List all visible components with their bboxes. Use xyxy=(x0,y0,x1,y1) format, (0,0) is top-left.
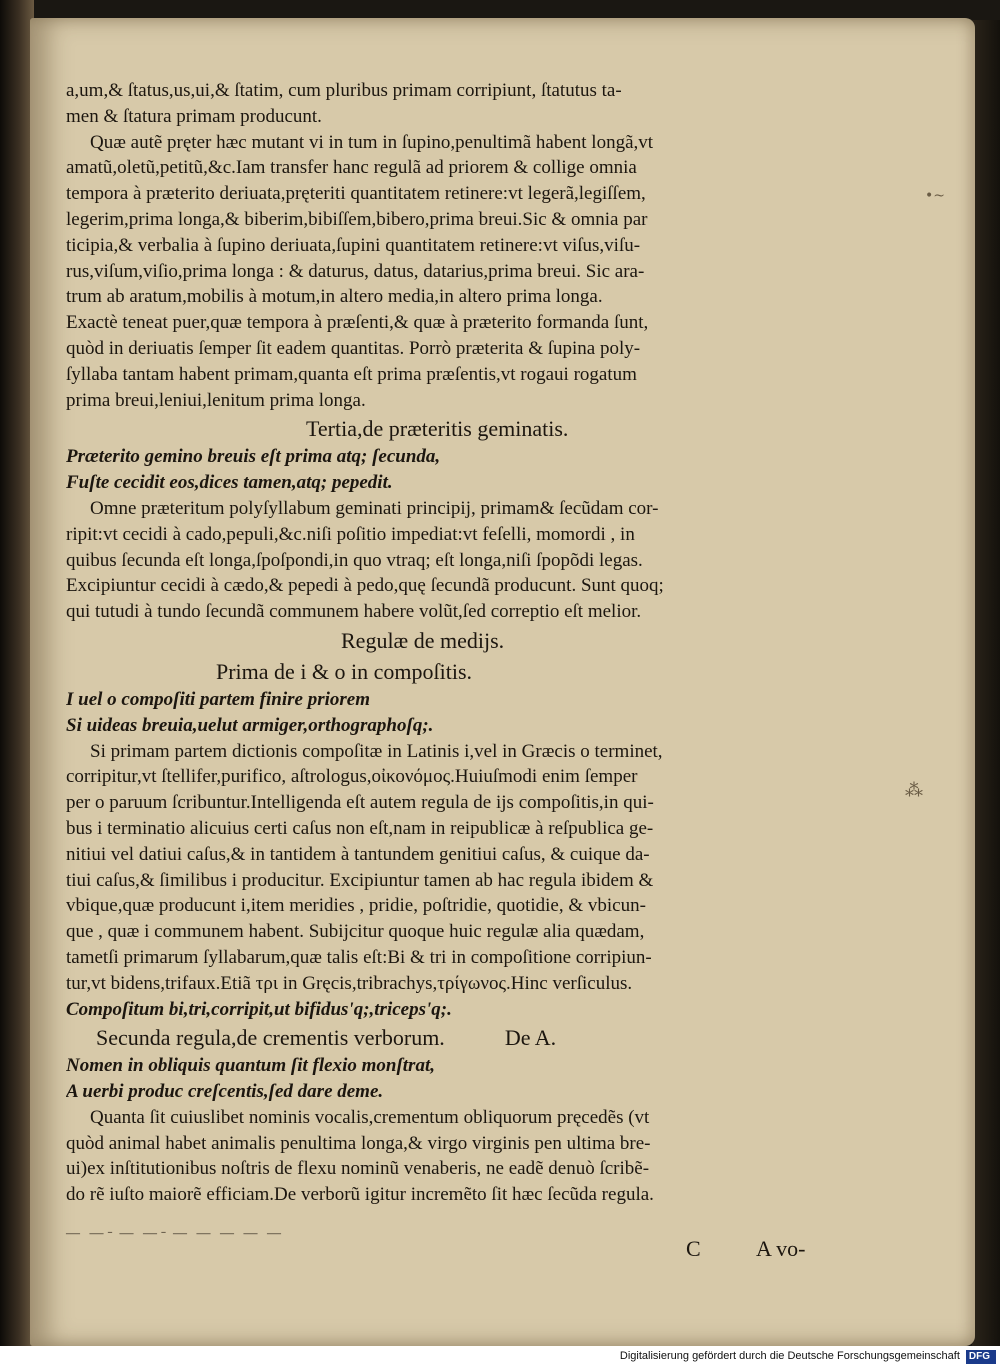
text-line: que , quæ i communem habent. Subijcitur quoque huic regulæ alia quædam, xyxy=(66,921,645,943)
verse-line: Si uideas breuia,uelut armiger,orthographoſq;. xyxy=(66,714,434,736)
text-line: ſyllaba tantam habent primam,quanta eſt prima præſentis,vt rogaui rogatum xyxy=(66,363,637,385)
digitization-notice: Digitalisierung gefördert durch die Deutsche Forschungsgemeinschaft xyxy=(619,1350,960,1362)
verse-line: A uerbi produc creſcentis,ſed dare deme. xyxy=(66,1081,384,1103)
text-line: corripitur,vt ſtellifer,purifico, aſtrologus,οἰκονόμος.Huiuſmodi enim ſemper xyxy=(66,766,638,788)
text-line: Omne præteritum polyſyllabum geminati principij, primam& ſecũdam cor- xyxy=(90,497,659,519)
book-spine-edge xyxy=(0,0,34,1366)
text-line: Quæ autẽ pręter hæc mutant vi in tum in ſupino,penultimã habent longã,vt xyxy=(90,131,654,153)
text-line: vbique,quæ producunt i,item meridies , pridie, poſtridie, quotidie, & vbicun- xyxy=(66,895,646,917)
subsection-label: De A. xyxy=(504,1025,557,1051)
text-line: Si primam partem dictionis compoſitæ in Latinis i,vel in Græcis o terminet, xyxy=(90,740,663,762)
text-line: per o paruum ſcribuntur.Intelligenda eſt autem regula de ijs compoſitis,in qui- xyxy=(66,792,654,814)
text-line: men & ſtatura primam producunt. xyxy=(66,105,322,127)
text-line: ui)ex inſtitutionibus noſtris de flexu nominũ venaberis, ne eadẽ denuò ſcribẽ- xyxy=(66,1158,650,1180)
text-line: tametſi primarum ſyllabarum,quæ talis eſt:Bi & tri in compoſitione corripiun- xyxy=(66,946,652,968)
signature-mark: C xyxy=(686,1236,701,1261)
text-line: bus i terminatio alicuius certi caſus non eſt,nam in reipublicæ à reſpublica ge- xyxy=(66,817,654,839)
text-line: legerim,prima longa,& biberim,bibiſſem,bibero,prima breui.Sic & omnia par xyxy=(66,208,648,230)
digitization-footer xyxy=(0,1346,1000,1366)
text-line: amatũ,oletũ,petitũ,&c.Iam transfer hanc regulã ad priorem & collige omnia xyxy=(66,157,637,179)
verse-line: Fuſte cecidit eos,dices tamen,atq; pepedit. xyxy=(66,472,393,494)
section-heading: Tertia,de præteritis geminatis. xyxy=(306,416,569,442)
margin-stain-mark: •~ xyxy=(925,188,945,204)
text-line: trum ab aratum,mobilis à motum,in altero media,in altero prima longa. xyxy=(66,286,603,308)
text-line: a,um,& ſtatus,us,ui,& ſtatim, cum pluribus primam corripiunt, ſtatutus ta- xyxy=(66,80,622,101)
text-line: quibus ſecunda eſt longa,ſpoſpondi,in quo vtraq; eſt longa,niſi ſpopõdi legas. xyxy=(66,549,643,571)
dfg-logo: DFG xyxy=(966,1350,996,1364)
text-line: Excipiuntur cecidi à cædo,& pepedi à pedo,quę ſecundã producunt. Sunt quoq; xyxy=(66,575,664,597)
verse-line: Præterito gemino breuis eſt prima atq; ſecunda, xyxy=(66,446,441,468)
text-line: Quanta ſit cuiuslibet nominis vocalis,crementum obliquorum pręcedẽs (vt xyxy=(90,1106,650,1128)
text-line: quòd in deriuatis ſemper ſit eadem quantitas. Porrò præterita & ſupina poly- xyxy=(66,337,641,359)
page-text xyxy=(66,78,836,1208)
verse-line: Compoſitum bi,tri,corripit,ut bifidus'q;,triceps'q;. xyxy=(66,998,452,1020)
text-line: do rẽ iuſto maiorẽ efficiam.De verborũ igitur incremẽto ſit hæc ſecũda regula. xyxy=(66,1184,654,1206)
text-line: prima breui,leniui,lenitum prima longa. xyxy=(66,389,366,411)
text-line: tempora à præterito deriuata,pręteriti quantitatem retinere:vt legerã,legiſſem, xyxy=(66,183,646,205)
text-line: Exactè teneat puer,quæ tempora à præſenti,& quæ à præterito formanda ſunt, xyxy=(66,312,649,334)
page-stack-edge xyxy=(972,20,1000,1346)
verse-line: Nomen in obliquis quantum ſit flexio monſtrat, xyxy=(66,1055,435,1077)
text-line: tiui caſus,& ſimilibus i producitur. Excipiuntur tamen ab hac regula ibidem & xyxy=(66,869,654,891)
text-line: ripit:vt cecidi à cado,pepuli,&c.niſi poſitio impediat:vt feſelli, momordi , in xyxy=(66,523,635,545)
text-line: tur,vt bidens,trifaux.Etiã τρι in Gręcis,tribrachys,τρίγωνος.Hinc verſiculus. xyxy=(66,972,633,994)
margin-stain-mark: ⁂ xyxy=(905,780,923,801)
text-line: quòd animal habet animalis penultima longa,& virgo virginis pen ultima bre- xyxy=(66,1132,651,1154)
catchword: A vo- xyxy=(756,1236,806,1261)
text-line: ticipia,& verbalia à ſupino deriuata,ſupini quantitatem retinere:vt viſus,viſu- xyxy=(66,234,641,256)
section-heading: Regulæ de medijs. xyxy=(341,627,505,653)
text-line: qui tutudi à tundo ſecundã communem habere volũt,ſed correptio eſt melior. xyxy=(66,601,642,623)
torn-type-marks: — — ̵ — — ̵ — — — — — xyxy=(66,1226,284,1241)
section-heading: Prima de i & o in compoſitis. xyxy=(216,658,473,684)
verse-line: I uel o compoſiti partem finire priorem xyxy=(66,688,370,710)
section-heading xyxy=(66,1022,836,1053)
text-line: rus,viſum,viſio,prima longa : & daturus, datus, datarius,prima breui. Sic ara- xyxy=(66,260,645,282)
text-line: nitiui vel datiui caſus,& in tantidem à tantundem genitiui caſus, & cuique da- xyxy=(66,843,650,865)
section-heading-text: Secunda regula,de crementis verborum. xyxy=(96,1025,445,1051)
